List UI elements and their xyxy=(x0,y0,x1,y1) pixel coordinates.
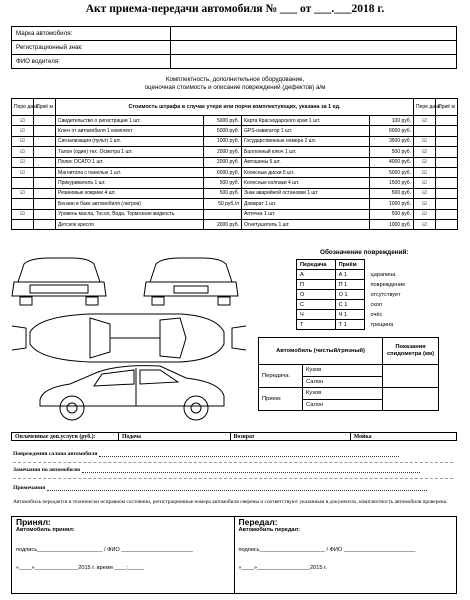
sender-date-line[interactable]: «____»_________________2015 г. xyxy=(238,565,327,571)
odo-receipt-label: Прием: xyxy=(259,388,303,411)
equipment-receipt-check-right[interactable] xyxy=(436,136,458,146)
equipment-price-right: 3500 руб. xyxy=(370,136,414,146)
damage-code-transfer: П xyxy=(297,280,336,290)
car-remarks-line[interactable] xyxy=(13,466,420,473)
damage-legend-table xyxy=(296,259,416,330)
damage-code-receipt: Т 1 xyxy=(335,320,364,330)
damage-legend-row xyxy=(297,310,416,320)
odo-receipt-body-label: Кузов xyxy=(303,388,383,400)
equipment-item-right: Баллонный ключ 1 шт. xyxy=(242,147,370,157)
damage-legend-row xyxy=(297,280,416,290)
odo-receipt-value[interactable] xyxy=(383,388,439,411)
equipment-price-right: 1000 руб. xyxy=(370,219,414,229)
equipment-price-right: 500 руб. xyxy=(370,147,414,157)
equipment-item-right: Государственные номера 2 шт. xyxy=(242,136,370,146)
equipment-receipt-check-right[interactable] xyxy=(436,126,458,136)
equipment-transfer-check[interactable]: ☑ xyxy=(12,157,34,167)
odo-transfer-value[interactable] xyxy=(383,365,439,388)
equipment-receipt-check[interactable] xyxy=(34,209,56,219)
eq-header-receipt: Приё м xyxy=(34,99,56,116)
equipment-item-left: Бензин в баке автомобиля (литров) xyxy=(56,199,204,209)
equipment-row xyxy=(12,116,458,126)
odo-transfer-body-label: Кузов xyxy=(303,365,383,377)
equipment-row xyxy=(12,178,458,188)
equipment-transfer-check-right[interactable]: ☑ xyxy=(414,199,436,209)
interior-damage-extra-line[interactable] xyxy=(13,462,453,463)
equipment-price-left: 500 руб. xyxy=(204,178,242,188)
equipment-item-left: Свидетельство о регистрации 1 шт. xyxy=(56,116,204,126)
equipment-item-right: Колесные диски 5 шт. xyxy=(242,167,370,177)
damage-code-transfer: А xyxy=(297,270,336,280)
damage-legend-row xyxy=(297,270,416,280)
equipment-receipt-check[interactable] xyxy=(34,188,56,198)
receiver-signature-line[interactable]: подпись_____________________ / ФИО _______________________ xyxy=(16,547,193,553)
damage-col-receipt: Приём xyxy=(335,260,364,270)
damage-code-transfer: Т xyxy=(297,320,336,330)
equipment-row xyxy=(12,199,458,209)
equipment-transfer-check[interactable]: ☑ xyxy=(12,209,34,219)
equipment-transfer-check-right[interactable]: ☑ xyxy=(414,116,436,126)
odo-receipt-interior-label: Салон xyxy=(303,399,383,411)
interior-damage-line[interactable] xyxy=(13,450,399,457)
equipment-row xyxy=(12,147,458,157)
equipment-row xyxy=(12,136,458,146)
interior-damage-label: Повреждения салона автомобиля xyxy=(13,451,98,457)
equipment-item-left: Полис ОСАГО 1 шт. xyxy=(56,157,204,167)
equipment-transfer-check[interactable] xyxy=(12,199,34,209)
equipment-row xyxy=(12,157,458,167)
equipment-price-right: 500 руб. xyxy=(370,188,414,198)
equipment-price-left: 1000 руб. xyxy=(204,136,242,146)
act-title: Акт приема-передачи автомобиля № ___ от ___.___2018 г. xyxy=(85,3,385,15)
equipment-transfer-check[interactable]: ☑ xyxy=(12,167,34,177)
damage-description: очёс xyxy=(370,311,383,318)
equipment-item-right: Знак аварийной остановки 1 шт. xyxy=(242,188,370,198)
receiver-subtitle: Автомобиль принял: xyxy=(16,527,75,533)
equipment-transfer-check-right[interactable]: ☑ xyxy=(414,209,436,219)
equipment-price-left: 2000 руб. xyxy=(204,147,242,157)
sender-block xyxy=(234,517,457,594)
equipment-receipt-check-right[interactable] xyxy=(436,178,458,188)
equipment-table xyxy=(11,98,458,230)
equipment-item-left: Талон (один) тех. Осмотра 1 шт. xyxy=(56,147,204,157)
equipment-price-left: 5000 руб. xyxy=(204,116,242,126)
eq-header-receipt-right: Приё м xyxy=(436,99,458,116)
equipment-price-left: 2000 руб. xyxy=(204,219,242,229)
equipment-transfer-check[interactable]: ☑ xyxy=(12,116,34,126)
equipment-receipt-check[interactable] xyxy=(34,199,56,209)
eq-header-transfer: Пере дача xyxy=(12,99,34,116)
equipment-price-left: 2000 руб. xyxy=(204,157,242,167)
damage-description: скол xyxy=(370,301,383,308)
damage-description: повреждение xyxy=(370,281,406,288)
car-remarks-extra-line[interactable] xyxy=(13,478,453,479)
subtitle-line-2: оценочная стоимость и описание повреждений (дефектов) а/м xyxy=(144,84,326,91)
equipment-receipt-check-right[interactable] xyxy=(436,219,458,229)
equipment-receipt-check[interactable] xyxy=(34,147,56,157)
eq-header-cost: Стоимость штрафа в случае утери или порчи комплектующих, указана за 1 ед. xyxy=(56,99,414,116)
equipment-transfer-check-right[interactable]: ☑ xyxy=(414,178,436,188)
equipment-row xyxy=(12,126,458,136)
subtitle-line-1: Комплектность, дополнительное оборудование, xyxy=(165,76,305,83)
equipment-receipt-check[interactable] xyxy=(34,219,56,229)
equipment-receipt-check-right[interactable] xyxy=(436,147,458,157)
equipment-item-left: Детское кресло xyxy=(56,219,204,229)
car-clean-dirty-header: Автомобиль (чистый/грязный) xyxy=(259,338,383,365)
equipment-price-left: 6000 руб. xyxy=(204,167,242,177)
damage-description: царапина xyxy=(370,271,396,278)
receiver-date-line[interactable]: «____»______________2015 г. время ____:_____ xyxy=(16,565,144,571)
car-front-view xyxy=(12,258,106,305)
equipment-row xyxy=(12,209,458,219)
damage-code-transfer: Ч xyxy=(297,310,336,320)
equipment-price-right: 100 руб. xyxy=(370,116,414,126)
reg-plate-label: Регистрационный знак: xyxy=(12,41,171,55)
equipment-receipt-check-right[interactable] xyxy=(436,157,458,167)
equipment-price-left xyxy=(204,209,242,219)
eq-header-transfer-right: Пере дача xyxy=(414,99,436,116)
delivery-cell[interactable]: Подача xyxy=(119,433,231,441)
damage-code-transfer: О xyxy=(297,290,336,300)
handover-notice: Автомобиль передается в технически исправном состоянии, регистрационные номера автомобиля сверены и соответствуют указанным в документах, комплектность автомобиля проверена. xyxy=(13,499,448,505)
damage-description: трещина xyxy=(370,321,394,328)
car-side-view xyxy=(40,366,224,420)
equipment-item-right: Автошины 5 шт. xyxy=(242,157,370,167)
wash-cell[interactable]: Мойка xyxy=(350,433,456,441)
equipment-row xyxy=(12,188,458,198)
equipment-price-right: 1500 руб. xyxy=(370,178,414,188)
equipment-receipt-check-right[interactable] xyxy=(436,116,458,126)
vehicle-info-table xyxy=(11,26,457,69)
damage-col-transfer: Передача xyxy=(297,260,336,270)
equipment-transfer-check[interactable]: ☑ xyxy=(12,188,34,198)
car-make-label: Марка автомобиля: xyxy=(12,27,171,41)
car-rear-view xyxy=(144,258,238,305)
equipment-transfer-check-right[interactable]: ☑ xyxy=(414,136,436,146)
equipment-price-left: 500 руб. xyxy=(204,188,242,198)
equipment-receipt-check-right[interactable] xyxy=(436,188,458,198)
equipment-item-right: Аптечка 1 шт. xyxy=(242,209,370,219)
equipment-receipt-check[interactable] xyxy=(34,167,56,177)
odometer-header: Показания спидометра (км) xyxy=(383,338,439,365)
signatures-table xyxy=(11,516,457,594)
equipment-item-right: Домкрат 1 шт. xyxy=(242,199,370,209)
equipment-receipt-check[interactable] xyxy=(34,126,56,136)
equipment-item-right: GPS-навигатор 1 шт. xyxy=(242,126,370,136)
damage-description: отсутствует xyxy=(370,291,401,298)
damage-legend-title: Обозначение повреждений: xyxy=(320,249,409,256)
equipment-item-left: Резиновые коврики 4 шт. xyxy=(56,188,204,198)
equipment-receipt-check-right[interactable] xyxy=(436,167,458,177)
receiver-block xyxy=(12,517,235,594)
odo-transfer-label: Передача: xyxy=(259,365,303,388)
odometer-table xyxy=(258,337,439,411)
return-cell[interactable]: Возврат xyxy=(230,433,350,441)
notes-label: Примечания xyxy=(13,485,46,491)
car-top-view xyxy=(12,314,246,362)
damage-legend-row xyxy=(297,320,416,330)
equipment-item-left: Ключ от автомобиля 1 комплект xyxy=(56,126,204,136)
damage-code-receipt: А 1 xyxy=(335,270,364,280)
equipment-row xyxy=(12,167,458,177)
damage-code-transfer: С xyxy=(297,300,336,310)
equipment-receipt-check[interactable] xyxy=(34,178,56,188)
damage-code-receipt: Ч 1 xyxy=(335,310,364,320)
equipment-receipt-check-right[interactable] xyxy=(436,199,458,209)
equipment-receipt-check-right[interactable] xyxy=(436,209,458,219)
equipment-subtitle xyxy=(40,76,430,92)
equipment-item-left: Уровень масла, Тосол, Вода, Тормозная жидкость xyxy=(56,209,204,219)
equipment-price-right: 6000 руб. xyxy=(370,126,414,136)
equipment-transfer-check-right[interactable] xyxy=(414,126,436,136)
odo-transfer-interior-label: Салон xyxy=(303,376,383,388)
equipment-receipt-check[interactable] xyxy=(34,136,56,146)
equipment-row xyxy=(12,219,458,229)
equipment-transfer-check-right[interactable]: ☑ xyxy=(414,167,436,177)
car-make-field[interactable] xyxy=(171,27,457,41)
damage-code-receipt: О 1 xyxy=(335,290,364,300)
equipment-item-left: Сигнализация (пульт) 1 шт. xyxy=(56,136,204,146)
equipment-transfer-check[interactable] xyxy=(12,219,34,229)
equipment-price-left: 5000 руб. xyxy=(204,126,242,136)
equipment-item-right: Карта Краснодарского края 1 шт. xyxy=(242,116,370,126)
equipment-price-right: 4000 руб. xyxy=(370,157,414,167)
equipment-transfer-check-right[interactable]: ☑ xyxy=(414,219,436,229)
equipment-item-left: Прикуриватель 1 шт. xyxy=(56,178,204,188)
damage-code-receipt: П 1 xyxy=(335,280,364,290)
equipment-price-right: 5000 руб. xyxy=(370,167,414,177)
driver-name-label: ФИО водителя: xyxy=(12,55,171,69)
damage-code-receipt: С 1 xyxy=(335,300,364,310)
equipment-transfer-check-right[interactable]: ☑ xyxy=(414,157,436,167)
damage-legend-row xyxy=(297,290,416,300)
sender-subtitle: Автомобиль передал: xyxy=(238,527,300,533)
equipment-transfer-check-right[interactable]: ☑ xyxy=(414,188,436,198)
equipment-receipt-check[interactable] xyxy=(34,157,56,167)
paid-services-table xyxy=(11,432,457,441)
equipment-transfer-check[interactable] xyxy=(12,178,34,188)
equipment-item-right: Колесные колпаки 4 шт. xyxy=(242,178,370,188)
paid-services-label: Оплаченные доп.услуги (руб.): xyxy=(12,433,119,441)
notes-line[interactable] xyxy=(13,484,427,491)
equipment-transfer-check[interactable]: ☑ xyxy=(12,147,34,157)
equipment-item-right: Огнетушитель 1 шт. xyxy=(242,219,370,229)
equipment-transfer-check[interactable]: ☑ xyxy=(12,136,34,146)
car-damage-diagram[interactable] xyxy=(10,250,250,430)
equipment-price-left: 50 руб./л xyxy=(204,199,242,209)
equipment-item-left: Магнитола с панелью 1 шт. xyxy=(56,167,204,177)
equipment-receipt-check[interactable] xyxy=(34,116,56,126)
driver-name-field[interactable] xyxy=(171,55,457,69)
equipment-price-right: 1000 руб. xyxy=(370,199,414,209)
sender-signature-line[interactable]: подпись_____________________ / ФИО _______________________ xyxy=(238,547,416,553)
receiver-title: Принял: xyxy=(16,517,51,527)
equipment-transfer-check[interactable]: ☑ xyxy=(12,126,34,136)
reg-plate-field[interactable] xyxy=(171,41,457,55)
equipment-transfer-check-right[interactable]: ☑ xyxy=(414,147,436,157)
equipment-price-right: 500 руб. xyxy=(370,209,414,219)
damage-legend-row xyxy=(297,300,416,310)
car-remarks-label: Замечания по автомобилю xyxy=(13,467,81,473)
sender-title: Передал: xyxy=(238,517,278,527)
